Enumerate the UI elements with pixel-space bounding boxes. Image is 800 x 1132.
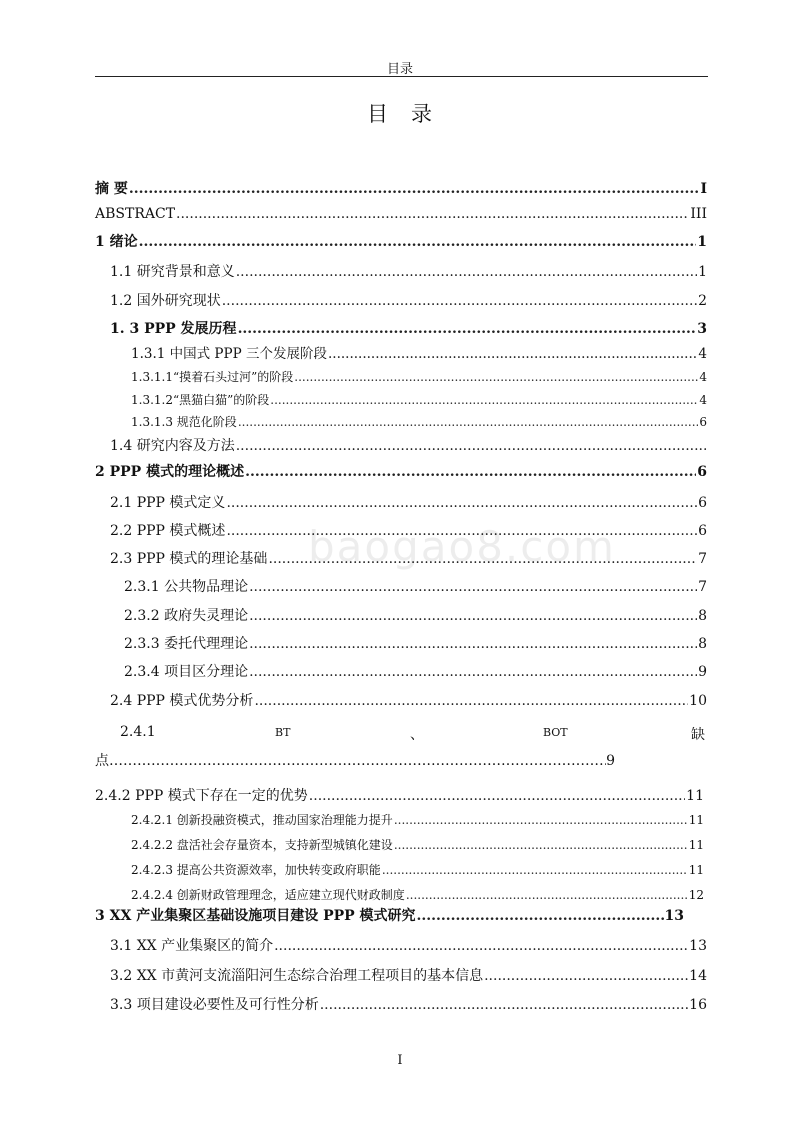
toc-entry-1-3-1-1[interactable] — [131, 368, 707, 386]
toc-entry-page: 13 — [664, 908, 684, 924]
toc-entry-1-3[interactable] — [110, 320, 707, 338]
toc-entry-label: 1. 3 PPP 发展历程 — [110, 321, 237, 337]
toc-entry-3-1[interactable] — [110, 937, 707, 955]
toc-entry-abstract-en[interactable] — [95, 205, 707, 223]
toc-entry-2-4-2[interactable] — [95, 787, 704, 805]
toc-entry-2-1[interactable] — [110, 494, 707, 512]
toc-entry-1-1[interactable] — [110, 263, 707, 281]
toc-entry-page: 3 — [697, 321, 707, 337]
toc-entry-1-4[interactable] — [110, 437, 707, 455]
toc-entry-term-bt: BT — [275, 726, 291, 739]
toc-entry-label: 2.4 PPP 模式优势分析 — [110, 693, 254, 709]
toc-entry-3-3[interactable] — [110, 996, 707, 1014]
toc-entry-1-3-1-2[interactable] — [131, 391, 707, 409]
toc-entry-label: 2.4.2.4 创新财政管理理念，适应建立现代财政制度 — [131, 888, 405, 902]
toc-entry-label: 点 — [95, 753, 109, 769]
toc-entry-2-4[interactable] — [110, 692, 707, 710]
toc-entry-page: 7 — [698, 579, 707, 595]
toc-entry-2-4-2-2[interactable] — [131, 836, 704, 854]
toc-entry-2-3[interactable] — [110, 550, 707, 568]
toc-entry-ch3[interactable] — [95, 907, 684, 925]
toc-entry-abstract-cn[interactable] — [95, 180, 707, 198]
toc-entry-label: 摘 要 — [95, 181, 128, 197]
toc-entry-label: 1 绪论 — [95, 234, 138, 250]
toc-entry-page: 1 — [698, 264, 707, 280]
toc-entry-page: 14 — [689, 968, 707, 984]
toc-entry-text-end: 缺 — [691, 727, 705, 743]
toc-entry-label: 2.3.1 公共物品理论 — [124, 579, 249, 595]
toc-entry-page: 16 — [689, 997, 707, 1013]
page-number: I — [397, 1053, 403, 1068]
toc-entry-label: 2.3 PPP 模式的理论基础 — [110, 551, 268, 567]
toc-entry-2-3-1[interactable] — [124, 578, 707, 596]
toc-entry-page: 4 — [699, 393, 707, 407]
toc-entry-label: 3.3 项目建设必要性及可行性分析 — [110, 997, 319, 1013]
toc-entry-label: 2.4.2.2 盘活社会存量资本，支持新型城镇化建设 — [131, 838, 393, 852]
toc-entry-term-bot: BOT — [543, 726, 568, 739]
toc-entry-label: 2.4.2.3 提高公共资源效率，加快转变政府职能 — [131, 863, 381, 877]
toc-entry-page: 6 — [698, 523, 707, 539]
toc-entry-page: 6 — [699, 415, 707, 429]
toc-entry-label: 2 PPP 模式的理论概述 — [95, 464, 245, 480]
toc-entry-page: 9 — [606, 753, 615, 769]
toc-entry-page: I — [700, 181, 707, 197]
toc-entry-label: 3.2 XX 市黄河支流淄阳河生态综合治理工程项目的基本信息 — [110, 968, 484, 984]
toc-entry-page: 4 — [699, 370, 707, 384]
watermark: baogao8.com — [308, 522, 616, 571]
toc-entry-label: 1.2 国外研究现状 — [110, 293, 221, 309]
toc-entry-2-4-2-3[interactable] — [131, 861, 704, 879]
toc-entry-page: 6 — [698, 495, 707, 511]
toc-entry-page: 11 — [688, 813, 704, 827]
toc-entry-label: ABSTRACT — [95, 206, 176, 222]
toc-entry-2-3-3[interactable] — [124, 635, 707, 653]
toc-entry-page: 8 — [698, 608, 707, 624]
toc-entry-label: 2.2 PPP 模式概述 — [110, 523, 226, 539]
toc-entry-label: 2.1 PPP 模式定义 — [110, 495, 226, 511]
toc-entry-2-4-1-continuation[interactable] — [95, 750, 615, 770]
toc-entry-ch1[interactable] — [95, 233, 707, 251]
toc-entry-label: 2.4.2 PPP 模式下存在一定的优势 — [95, 788, 308, 804]
toc-entry-page: 1 — [697, 234, 707, 250]
toc-entry-page: 10 — [689, 693, 707, 709]
toc-entry-page: III — [690, 206, 707, 222]
toc-entry-page: 12 — [688, 888, 704, 902]
toc-entry-page: 9 — [698, 664, 707, 680]
toc-entry-label: 3 XX 产业集聚区基础设施项目建设 PPP 模式研究 — [95, 908, 416, 924]
toc-title: 目 录 — [367, 102, 433, 126]
toc-entry-page: 8 — [698, 636, 707, 652]
toc-entry-label: 1.4 研究内容及方法 — [110, 438, 235, 454]
toc-entry-ch2[interactable] — [95, 463, 707, 481]
running-header: 目录 — [386, 62, 413, 77]
toc-entry-label: 1.3.1.2“黑猫白猫”的阶段 — [131, 393, 270, 407]
toc-entry-page: 7 — [698, 551, 707, 567]
toc-entry-2-4-2-1[interactable] — [131, 811, 704, 829]
toc-entry-2-3-4[interactable] — [124, 663, 707, 681]
toc-entry-separator: 、 — [410, 727, 424, 743]
toc-entry-2-3-2[interactable] — [124, 607, 707, 625]
toc-entry-1-2[interactable] — [110, 292, 707, 310]
toc-entry-label: 2.3.4 项目区分理论 — [124, 664, 249, 680]
toc-entry-1-3-1[interactable] — [131, 345, 707, 363]
toc-entry-label: 1.3.1.1“摸着石头过河”的阶段 — [131, 370, 294, 384]
toc-entry-1-3-1-3[interactable] — [131, 413, 707, 431]
toc-entry-page: 11 — [688, 863, 704, 877]
toc-entry-label: 2.4.2.1 创新投融资模式，推动国家治理能力提升 — [131, 813, 393, 827]
toc-entry-label: 3.1 XX 产业集聚区的简介 — [110, 938, 274, 954]
toc-entry-2-4-1[interactable] — [120, 724, 707, 742]
toc-entry-page: 2 — [698, 293, 707, 309]
toc-entry-3-2[interactable] — [110, 967, 707, 985]
toc-entry-label: 2.3.3 委托代理理论 — [124, 636, 249, 652]
toc-entry-2-2[interactable] — [110, 522, 707, 540]
toc-entry-page: 11 — [686, 788, 704, 804]
toc-entry-number: 2.4.1 — [120, 724, 156, 740]
toc-entry-page: 11 — [688, 838, 704, 852]
toc-entry-page: 4 — [698, 346, 707, 362]
toc-entry-page: 6 — [697, 464, 707, 480]
toc-entry-label: 1.1 研究背景和意义 — [110, 264, 235, 280]
toc-entry-page: 13 — [689, 938, 707, 954]
toc-entry-label: 1.3.1 中国式 PPP 三个发展阶段 — [131, 346, 327, 362]
toc-entry-label: 2.3.2 政府失灵理论 — [124, 608, 249, 624]
toc-entry-label: 1.3.1.3 规范化阶段 — [131, 415, 237, 429]
toc-entry-2-4-2-4[interactable] — [131, 886, 704, 904]
